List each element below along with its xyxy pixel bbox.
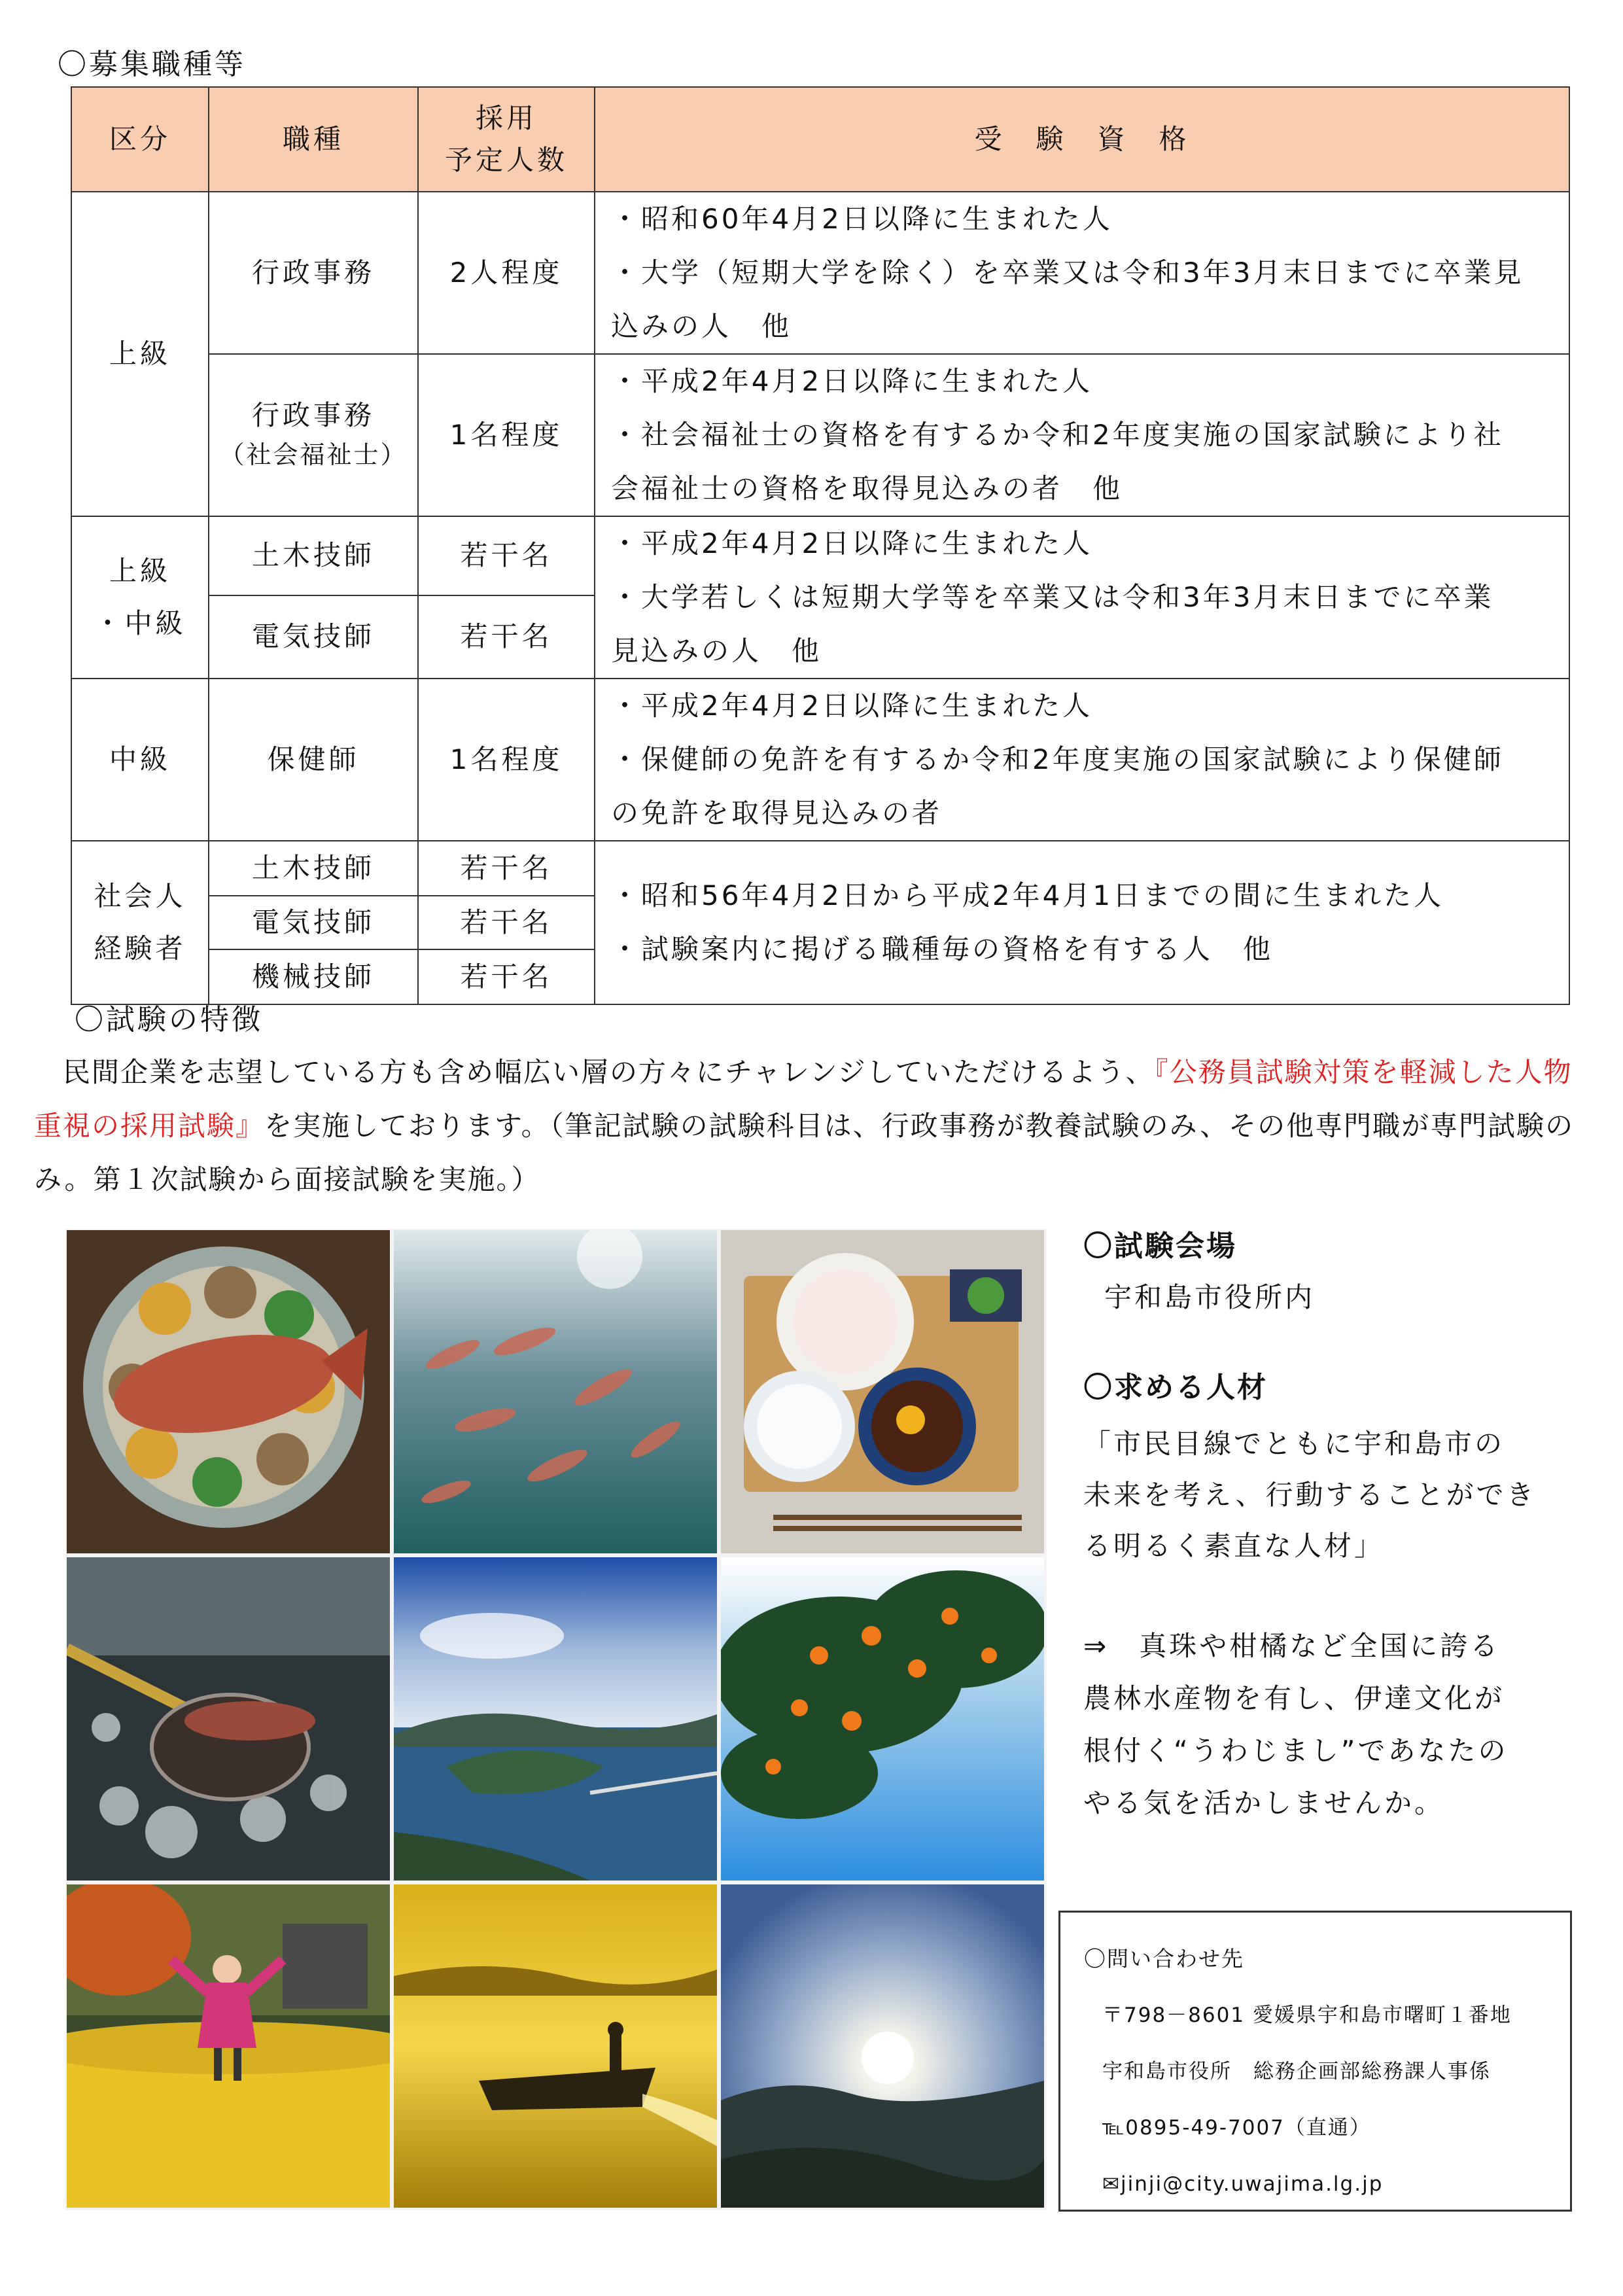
table-row <box>71 679 1569 841</box>
ginkgo-child-photo <box>67 1884 390 2208</box>
job-cell: 行政事務 <box>209 192 418 354</box>
tai-meshi-set-photo <box>721 1230 1044 1553</box>
qualification-line: 会福祉士の資格を取得見込みの者 他 <box>611 472 1123 504</box>
qualification-line: ・保健師の免許を有するか令和2年度実施の国家試験により保健師 <box>611 743 1504 775</box>
ideal-line: る明るく素直な人材」 <box>1083 1530 1385 1562</box>
islands-bridge-photo <box>394 1557 717 1881</box>
qualification-line: ・平成2年4月2日以降に生まれた人 <box>611 365 1093 397</box>
ideal-heading: 〇求める人材 <box>1083 1371 1268 1404</box>
table-row <box>71 841 1569 896</box>
qualification-line: 込みの人 他 <box>611 310 792 342</box>
qualification-line: ・平成2年4月2日以降に生まれた人 <box>611 690 1093 722</box>
qualification-line: ・昭和56年4月2日から平成2年4月1日までの間に生まれた人 <box>611 879 1444 911</box>
recruitment-heading: 〇募集職種等 <box>58 48 246 81</box>
qualification-cell <box>595 354 1569 516</box>
fishing-net-photo <box>67 1557 390 1881</box>
qualification-line: ・大学若しくは短期大学等を卒業又は令和3年3月末日までに卒業 <box>611 581 1494 613</box>
count-cell: 若干名 <box>418 595 595 679</box>
table-row <box>71 192 1569 354</box>
qualification-cell <box>595 516 1569 679</box>
count-cell: 1名程度 <box>418 679 595 841</box>
qualification-cell <box>595 192 1569 354</box>
count-cell: 1名程度 <box>418 354 595 516</box>
job-cell: 土木技師 <box>209 516 418 595</box>
job-cell <box>209 354 418 516</box>
header-job: 職種 <box>209 87 418 192</box>
category-cell: 中級 <box>71 679 209 841</box>
qualification-line: ・試験案内に掲げる職種毎の資格を有する人 他 <box>611 933 1274 965</box>
qualification-line: ・平成2年4月2日以降に生まれた人 <box>611 527 1093 559</box>
contact-box <box>1058 1911 1572 2212</box>
count-cell: 若干名 <box>418 841 595 896</box>
venue-text: 宇和島市役所内 <box>1104 1281 1316 1313</box>
header-count <box>418 87 595 192</box>
appeal-line: ⇒ 真珠や柑橘など全国に誇る <box>1083 1630 1501 1662</box>
count-cell: 若干名 <box>418 896 595 949</box>
ideal-line: 未来を考え、行動することができ <box>1083 1479 1537 1511</box>
qualification-line: ・社会福祉士の資格を有するか令和2年度実施の国家試験により社 <box>611 419 1504 451</box>
category-cell <box>71 841 209 1004</box>
table-row <box>71 354 1569 516</box>
fish-underwater-photo <box>394 1230 717 1553</box>
features-text <box>34 1046 1591 1207</box>
job-cell: 電気技師 <box>209 896 418 949</box>
appeal-line: 根付く“うわじまし”であなたの <box>1083 1735 1509 1767</box>
qualification-line: の免許を取得見込みの者 <box>611 797 943 829</box>
count-cell: 若干名 <box>418 516 595 595</box>
header-category: 区分 <box>71 87 209 192</box>
count-cell: 若干名 <box>418 949 595 1004</box>
category-line: 社会人 <box>94 880 186 912</box>
header-count-line1: 採用 <box>475 102 537 134</box>
header-qualification: 受 験 資 格 <box>595 87 1569 192</box>
venue-heading: 〇試験会場 <box>1083 1229 1237 1263</box>
appeal-text <box>1083 1620 1509 1829</box>
contact-address: 〒798－8601 愛媛県宇和島市曙町１番地 <box>1102 2004 1512 2027</box>
count-cell: 2人程度 <box>418 192 595 354</box>
qualification-cell <box>595 679 1569 841</box>
job-cell: 土木技師 <box>209 841 418 896</box>
qualification-line: ・昭和60年4月2日以降に生まれた人 <box>611 203 1113 235</box>
features-text-before: 民間企業を志望している方も含め幅広い層の方々にチャレンジしていただけるよう、 <box>34 1056 1155 1088</box>
qualification-line: ・大学（短期大学を除く）を卒業又は令和3年3月末日までに卒業見 <box>611 256 1524 289</box>
contact-heading: 〇問い合わせ先 <box>1084 1946 1244 1971</box>
category-line: ・中級 <box>94 607 186 639</box>
qualification-line: 見込みの人 他 <box>611 635 822 667</box>
category-cell <box>71 516 209 679</box>
features-text-after: を実施しております。（筆記試験の試験科目は、行政事務が教養試験のみ、その他専門職が専門試験のみ。第１次試験から面接試験を実施。） <box>34 1110 1575 1195</box>
features-heading: 〇試験の特徴 <box>75 1003 263 1036</box>
sea-bream-dish-photo <box>67 1230 390 1553</box>
category-cell: 上級 <box>71 192 209 516</box>
golden-sea-boat-photo <box>394 1884 717 2208</box>
appeal-line: 農林水産物を有し、伊達文化が <box>1083 1682 1505 1714</box>
job-name: 行政事務 <box>251 399 375 431</box>
appeal-line: やる気を活かしませんか。 <box>1083 1787 1445 1819</box>
contact-office: 宇和島市役所 総務企画部総務課人事係 <box>1102 2060 1491 2083</box>
contact-email[interactable]: ✉jinji@city.uwajima.lg.jp <box>1102 2172 1384 2196</box>
contact-tel: ℡0895-49-7007（直通） <box>1102 2116 1371 2140</box>
job-subname: （社会福祉士） <box>219 440 408 469</box>
recruitment-table <box>71 86 1570 1005</box>
photo-grid <box>65 1229 1047 2210</box>
job-cell: 電気技師 <box>209 595 418 679</box>
header-count-line2: 予定人数 <box>444 144 568 176</box>
category-line: 経験者 <box>94 932 186 964</box>
category-line: 上級 <box>109 555 171 587</box>
table-row <box>71 516 1569 595</box>
job-cell: 機械技師 <box>209 949 418 1004</box>
ideal-text <box>1083 1419 1537 1572</box>
qualification-cell <box>595 841 1569 1004</box>
citrus-tree-photo <box>721 1557 1044 1881</box>
sunset-harbor-photo <box>721 1884 1044 2208</box>
job-cell: 保健師 <box>209 679 418 841</box>
ideal-line: 「市民目線でともに宇和島市の <box>1083 1428 1505 1460</box>
features-text-highlight: 『公務員試験対策を軽減した人物重視の採用試験』 <box>34 1056 1573 1142</box>
table-header-row <box>71 87 1569 192</box>
